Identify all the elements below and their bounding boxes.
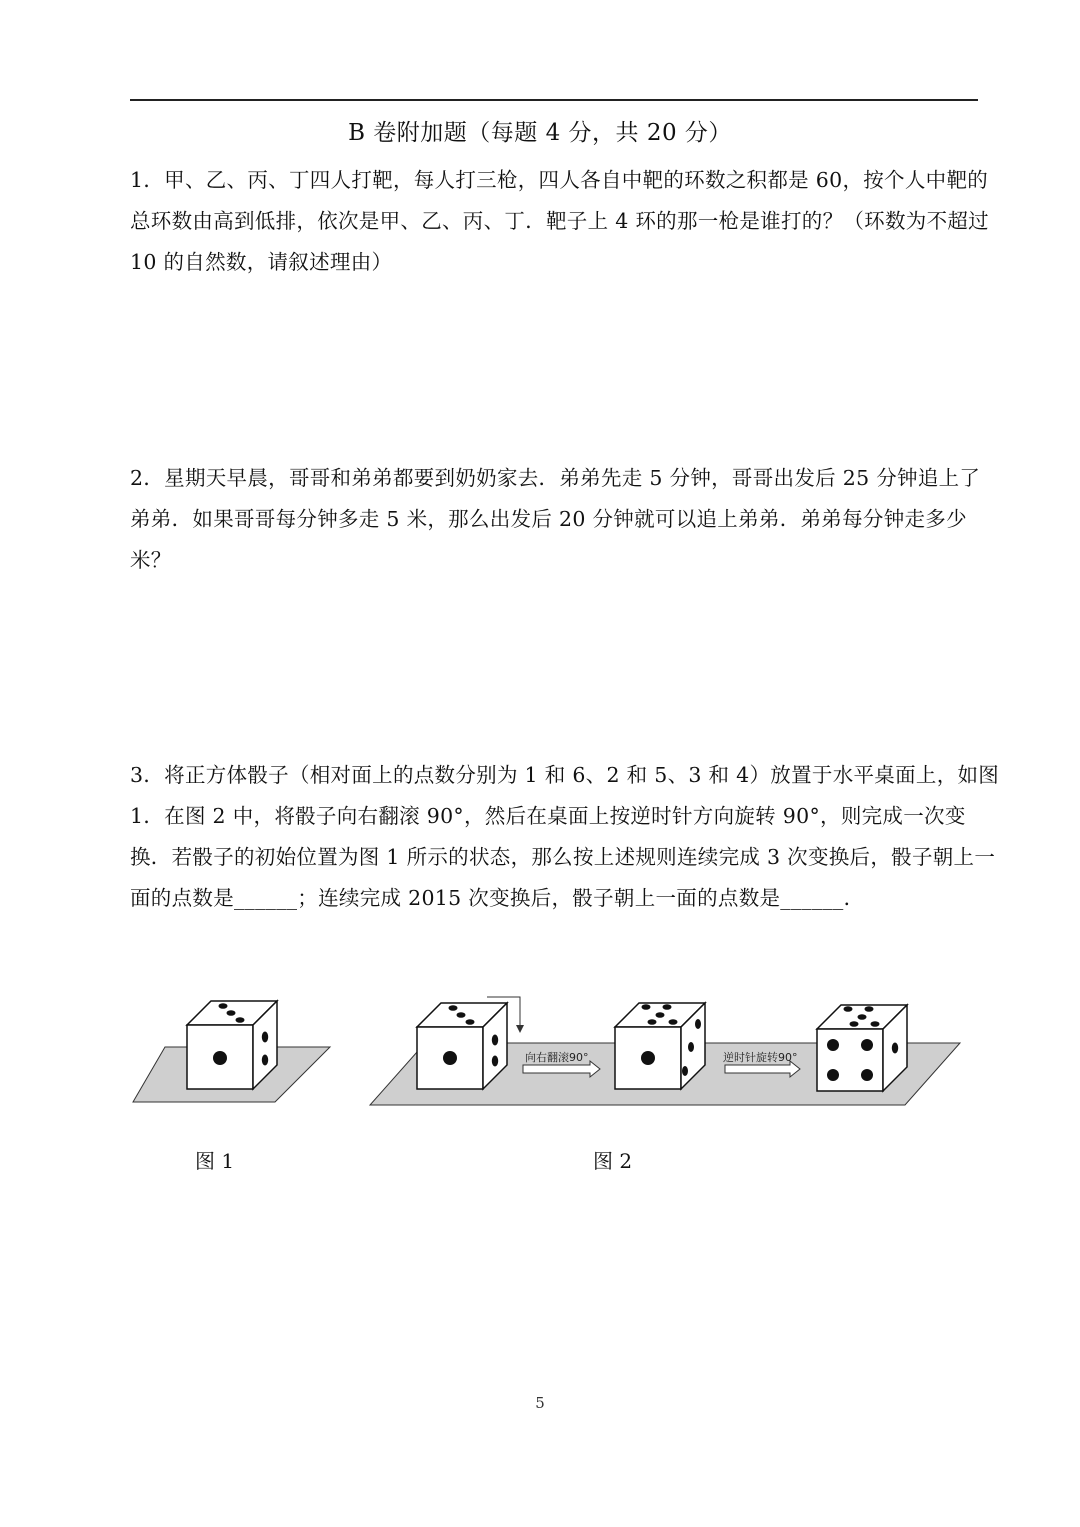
pip xyxy=(262,1055,268,1066)
pip xyxy=(641,1051,655,1065)
pip xyxy=(492,1056,498,1067)
pip xyxy=(213,1051,227,1065)
pip xyxy=(219,1003,228,1009)
pip xyxy=(688,1042,694,1052)
figure-2-caption: 图 2 xyxy=(593,1149,633,1173)
section-title: B 卷附加题（每题 4 分，共 20 分） xyxy=(348,120,732,146)
pip xyxy=(656,1012,665,1018)
pip xyxy=(850,1021,859,1027)
figure-1-caption: 图 1 xyxy=(195,1149,235,1173)
pip xyxy=(227,1010,236,1016)
pip xyxy=(236,1017,245,1023)
pip xyxy=(827,1039,839,1051)
question-2: 2．星期天早晨，哥哥和弟弟都要到奶奶家去．弟弟先走 5 分钟，哥哥出发后 25 分钟追上了弟弟．如果哥哥每分钟多走 5 米，那么出发后 20 分钟就可以追上弟弟．弟弟每分钟走多少米？ xyxy=(130,466,981,572)
pip xyxy=(858,1014,867,1020)
pip xyxy=(861,1069,873,1081)
arrow-rotate-label: 逆时针旋转90° xyxy=(723,1051,798,1064)
question-1: 1．甲、乙、丙、丁四人打靶，每人打三枪，四人各自中靶的环数之积都是 60，按个人中靶的总环数由高到低排，依次是甲、乙、丙、丁．靶子上 4 环的那一枪是谁打的？（环数为不超过 10 的自然数，请叙述理由） xyxy=(130,168,989,274)
pip xyxy=(844,1006,853,1012)
pip xyxy=(466,1019,475,1025)
pip xyxy=(827,1069,839,1081)
pip xyxy=(663,1004,672,1010)
pip xyxy=(669,1019,678,1025)
pip xyxy=(443,1051,457,1065)
pip xyxy=(492,1035,498,1046)
arrow-roll-label: 向右翻滚90° xyxy=(525,1051,589,1064)
pip xyxy=(682,1066,688,1076)
pip xyxy=(262,1032,268,1043)
pip xyxy=(861,1039,873,1051)
pip xyxy=(695,1019,701,1029)
header-rule xyxy=(130,99,978,101)
figure-1-die-on-table xyxy=(125,985,335,1105)
pip xyxy=(449,1005,458,1011)
page-number: 5 xyxy=(535,1394,545,1412)
figure-2-dice-transformation xyxy=(365,985,965,1110)
pip xyxy=(865,1006,874,1012)
pip xyxy=(642,1004,651,1010)
pip xyxy=(871,1021,880,1027)
pip xyxy=(648,1019,657,1025)
pip xyxy=(457,1012,466,1018)
pip xyxy=(892,1043,898,1054)
die-c-front-face xyxy=(817,1029,883,1091)
question-3: 3．将正方体骰子（相对面上的点数分别为 1 和 6、2 和 5、3 和 4）放置于水平桌面上，如图 1．在图 2 中，将骰子向右翻滚 90°，然后在桌面上按逆时针方向旋转 90°，则完成一次变换．若骰子的初始位置为图 1 所示的状态，那么按上述规则连续完成 3 次变换后，骰子朝上一面的点数是______；连续完成 2015 次变换后，骰子朝上一面的点数是______． xyxy=(130,763,1000,910)
